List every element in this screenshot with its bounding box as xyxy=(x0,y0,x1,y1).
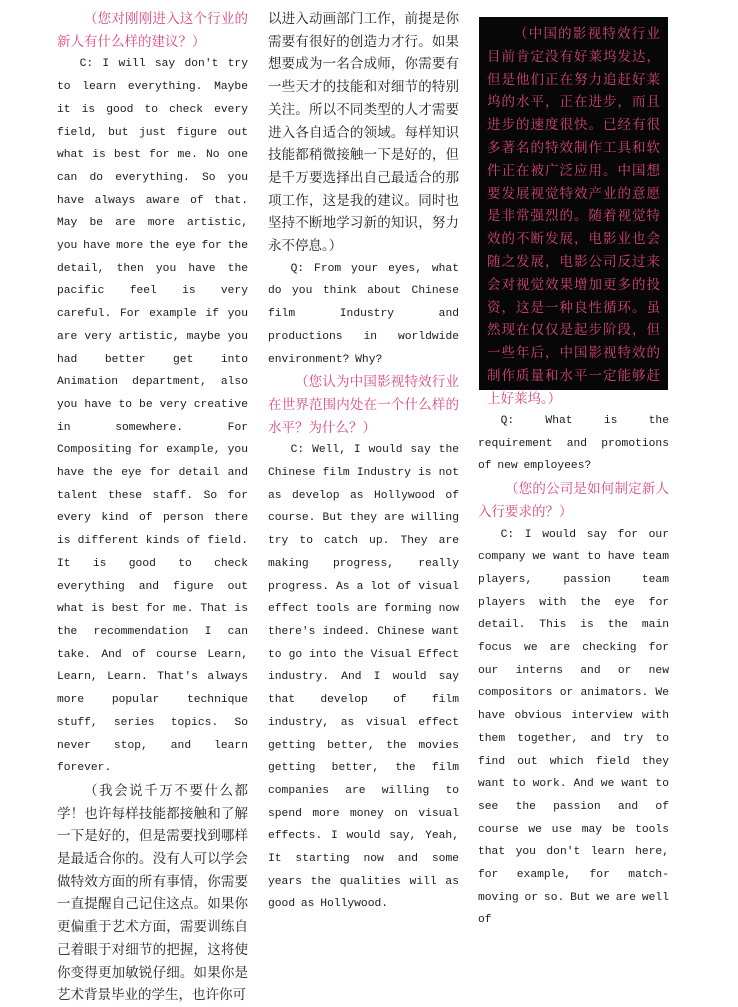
question-english-requirements: Q: What is the requirement and promotions of new employees? xyxy=(478,415,669,473)
question-english-industry: Q: From your eyes, what do you think about Chinese film Industry and productions in worldwide environment? Why? xyxy=(268,262,459,366)
answer-chinese-advice: （我会说千万不要什么都学！也许每样技能都接触和了解一下是好的，但是需要找到哪样是最适合你的。没有人可以学会做特效方面的所有事情，你需要一直提醒自己记住这点。如果你更偏重于艺术方面，需要训练自己着眼于对细节的把握，这将使你变得更加敏锐仔细。如果你是艺术背景毕业的学生，也许你可 xyxy=(57,782,248,1004)
answer-chinese-advice-continued: 以进入动画部门工作，前提是你需要有很好的创造力才行。如果想要成为一名合成师，你需要有一些天才的技能和对细节的特别关注。所以不同类型的人才需要进入各自适合的领域。每样知识技能都稍微接触一下是好的，但是千万要选择出自己最适合的那项工作，这是我的建议。同时也坚持不断地学习新的知识，努力永不停息。） xyxy=(268,11,459,255)
answer-english-advice: C: I will say don't try to learn everything. Maybe it is good to check every field, but just figure out what is best for me. No one can do everything. So you have always aware of that. May be are more artistic, you have more the eye for the detail, then you have the pacific feel is very careful. For example if you are very artistic, maybe you had better get into Animation department, also you have to be very creative in somewhere. For Compositing for example, you have the eye for detail and talent these staff. So for every kind of person there is different kinds of field. It is good to check everything and figure out what is best for me. That is the recommendation I can take. And of course Learn, Learn, Learn. That's always more popular technique stuff, series topics. So never stop, and learn forever. xyxy=(57,58,248,775)
question-chinese-advice: （您对刚刚进入这个行业的新人有什么样的建议？） xyxy=(57,11,248,50)
column-right xyxy=(478,410,669,932)
answer-english-industry: C: Well, I would say the Chinese film Industry is not as develop as Hollywood of course. But they are willing try to catch up. They are making progress, really progress. As a lot of visual effect tools are forming now there's indeed. Chinese want to go into the Visual Effect industry. And I would say that develop of film industry, as visual effect getting better, the movies getting better, the film companies are willing to spend more money on visual effects. I would say, Yeah, It starting now and some years the qualities will as good as Hollywood. xyxy=(268,444,459,911)
callout-box xyxy=(479,17,668,407)
answer-english-requirements: C: I would say for our company we want to have team players, passion team players with the eye for detail. This is the main focus we are checking for our interns and or new compositors or animators. We have obvious interview with them together, and try to find out which field they want to work. And we want to see the passion and of course we use may be tools that you don't learn here, for example, for match-moving or so. But we are well of xyxy=(478,528,669,927)
question-chinese-requirements: （您的公司是如何制定新人入行要求的？） xyxy=(478,481,669,520)
column-middle xyxy=(268,8,459,916)
column-left xyxy=(57,8,248,1007)
question-chinese-industry: （您认为中国影视特效行业在世界范围内处在一个什么样的水平？为什么？） xyxy=(268,374,459,436)
callout-text: （中国的影视特效行业目前肯定没有好莱坞发达，但是他们正在努力追赶好莱坞的水平，正在进步，而且进步的速度很快。已经有很多著名的特效制作工具和软件正在被广泛应用。中国想要发展视觉特效产业的意愿是非常强烈的。随着视觉特效的不断发展，电影业也会随之发展，电影公司反过来会对视觉效果增加更多的投资，这是一种良性循环。虽然现在仅仅是起步阶段，但一些年后，中国影视特效的制作质量和水平一定能够赶上好莱坞。） xyxy=(487,26,660,407)
